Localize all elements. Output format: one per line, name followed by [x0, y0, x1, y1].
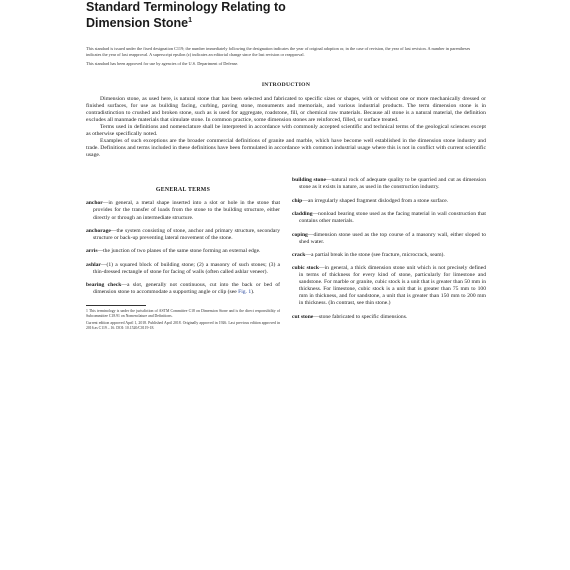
term-entry — [292, 232, 486, 246]
title-footnote-marker: 1 — [188, 17, 192, 24]
term-definition: —in general, a metal shape inserted into a slot or hole in the stone that provides for the transfer of loads from the stone to the building structure, either directly or through an intermediate structure. — [93, 200, 280, 221]
footnote-edition: Current edition approved April 1, 2018. Published April 2018. Originally approved in 1926. Last previous edition approved in 2016 as C119 – 16. DOI: 10.1520/C0119-18. — [86, 321, 280, 331]
term-entry — [292, 314, 486, 321]
term-entry — [86, 248, 280, 255]
term-name: chip — [292, 197, 303, 204]
term-definition: —an irregularly shaped fragment dislodged from a stone surface. — [302, 197, 449, 204]
standard-notice — [86, 46, 486, 66]
term-name: building stone — [292, 177, 326, 184]
title-line-2: Dimension Stone — [86, 16, 189, 31]
term-definition: —natural rock of adequate quality to be quarried and cut as dimension stone as it exists in nature, as used in the construction industry. — [299, 177, 486, 191]
footnote-jurisdiction: 1 This terminology is under the jurisdiction of ASTM Committee C18 on Dimension Stone and is the direct responsibility of Subcommittee C18.91 on Nomenclature and Definitions. — [86, 309, 280, 318]
footnote-divider — [86, 305, 146, 306]
term-name: bearing check — [86, 281, 122, 288]
term-definition: —a slot, generally not continuous, cut into the back or bed of dimension stone to accommodate a supporting angle or clip (see — [93, 281, 280, 296]
term-entry — [86, 200, 280, 221]
right-column — [292, 177, 486, 334]
intro-paragraph-1: Dimension stone, as used here, is natural stone that has been selected and fabricated to specific sizes or shapes, with or without one or more mechanically dressed or finished surfaces, for use as building facing, curbing, paving stone, monuments and memorials, and various industrial products. The term dimension stone is in contradistinction to crushed and broken stone, such as is used for aggregate, roadstone, fill, or chemical raw materials. Because all stone is a natural material, the definition excludes all manmade materials that simulate stone. In common practice, some dimension stones are reinforced, filled, or surface treated. — [86, 96, 486, 124]
term-definition: —the junction of two planes of the same stone forming an external edge. — [97, 248, 261, 255]
introduction-section — [86, 96, 486, 159]
term-definition: —(1) a squared block of building stone; (2) a masonry of such stones; (3) a thin-dressed rectangle of stone for facing of walls (often called ashlar veneer). — [93, 261, 280, 275]
left-column — [86, 177, 280, 334]
term-name: crack — [292, 251, 306, 258]
notice-defense: This standard has been approved for use by agencies of the U.S. Department of Defense. — [86, 60, 239, 66]
notice-designation: This standard is issued under the fixed designation C119; the number immediately following the designation indicates the year of original adoption or, in the case of revision, the year of last revision. A number in parentheses indicates the year of last reapproval. A superscript epsilon (ε) indicates an editorial change since the last revision or reapproval. — [86, 46, 471, 57]
term-name: coping — [292, 231, 308, 238]
term-definition: —stone fabricated to specific dimensions. — [313, 313, 408, 320]
term-name: cubic stock — [292, 265, 320, 272]
term-name: anchorage — [86, 227, 111, 234]
term-definition: —the system consisting of stone, anchor and primary structure, secondary structure or back-up preventing lateral movement of the stone. — [93, 227, 280, 241]
intro-paragraph-3: Examples of such exceptions are the broader commercial definitions of granite and marble, which have become well established in the dimension stone industry and trade. Definitions and terms included in these definitions have been formulated in accordance with common industrial usage where this is not in conflict with current scientific usage. — [86, 138, 486, 159]
term-entry — [292, 211, 486, 225]
term-definition: —dimension stone used as the top course of a masonry wall, either sloped to shed water. — [299, 231, 486, 245]
title-line-1: Standard Terminology Relating to — [86, 0, 286, 14]
term-definition-end: ). — [251, 289, 255, 296]
term-definition: —nonload bearing stone used as the facing material in wall construction that contains other materials. — [299, 211, 486, 225]
intro-paragraph-2: Terms used in definitions and nomenclature shall be interpreted in accordance with commonly accepted scientific and technical terms of the geological sciences except as otherwise specifically noted. — [86, 124, 486, 138]
term-name: anchor — [86, 200, 103, 207]
term-entry — [292, 177, 486, 191]
term-name: ashlar — [86, 261, 101, 268]
general-terms-heading: GENERAL TERMS — [155, 187, 211, 194]
term-entry — [86, 262, 280, 276]
term-entry — [292, 265, 486, 307]
term-name: cladding — [292, 211, 313, 218]
term-entry — [292, 252, 486, 259]
term-entry — [292, 198, 486, 205]
figure-1-link[interactable]: Fig. 1 — [238, 289, 252, 296]
term-entry — [86, 228, 280, 242]
terms-columns — [86, 177, 486, 334]
introduction-heading: INTRODUCTION — [261, 82, 311, 89]
document-title — [86, 0, 486, 30]
term-definition: —in general, a thick dimension stone unit which is not precisely defined in terms of thickness for every kind of stone, particularly for limestone and sandstone. For marble or granite, cubic stock is a unit that is greater than 50 mm in thickness. For limestone, cubic stock is a unit that is greater than 75 mm to 100 mm in thickness, and for sandstone, a unit that is greater than 150 mm to 200 mm in thickness. (In contrast, see thin stone.) — [299, 265, 486, 307]
term-definition: —a partial break in the stone (see fracture, microcrack, seam). — [305, 251, 445, 258]
term-entry — [86, 282, 280, 296]
term-name: cut stone — [292, 313, 314, 320]
term-name: arris — [86, 248, 98, 255]
